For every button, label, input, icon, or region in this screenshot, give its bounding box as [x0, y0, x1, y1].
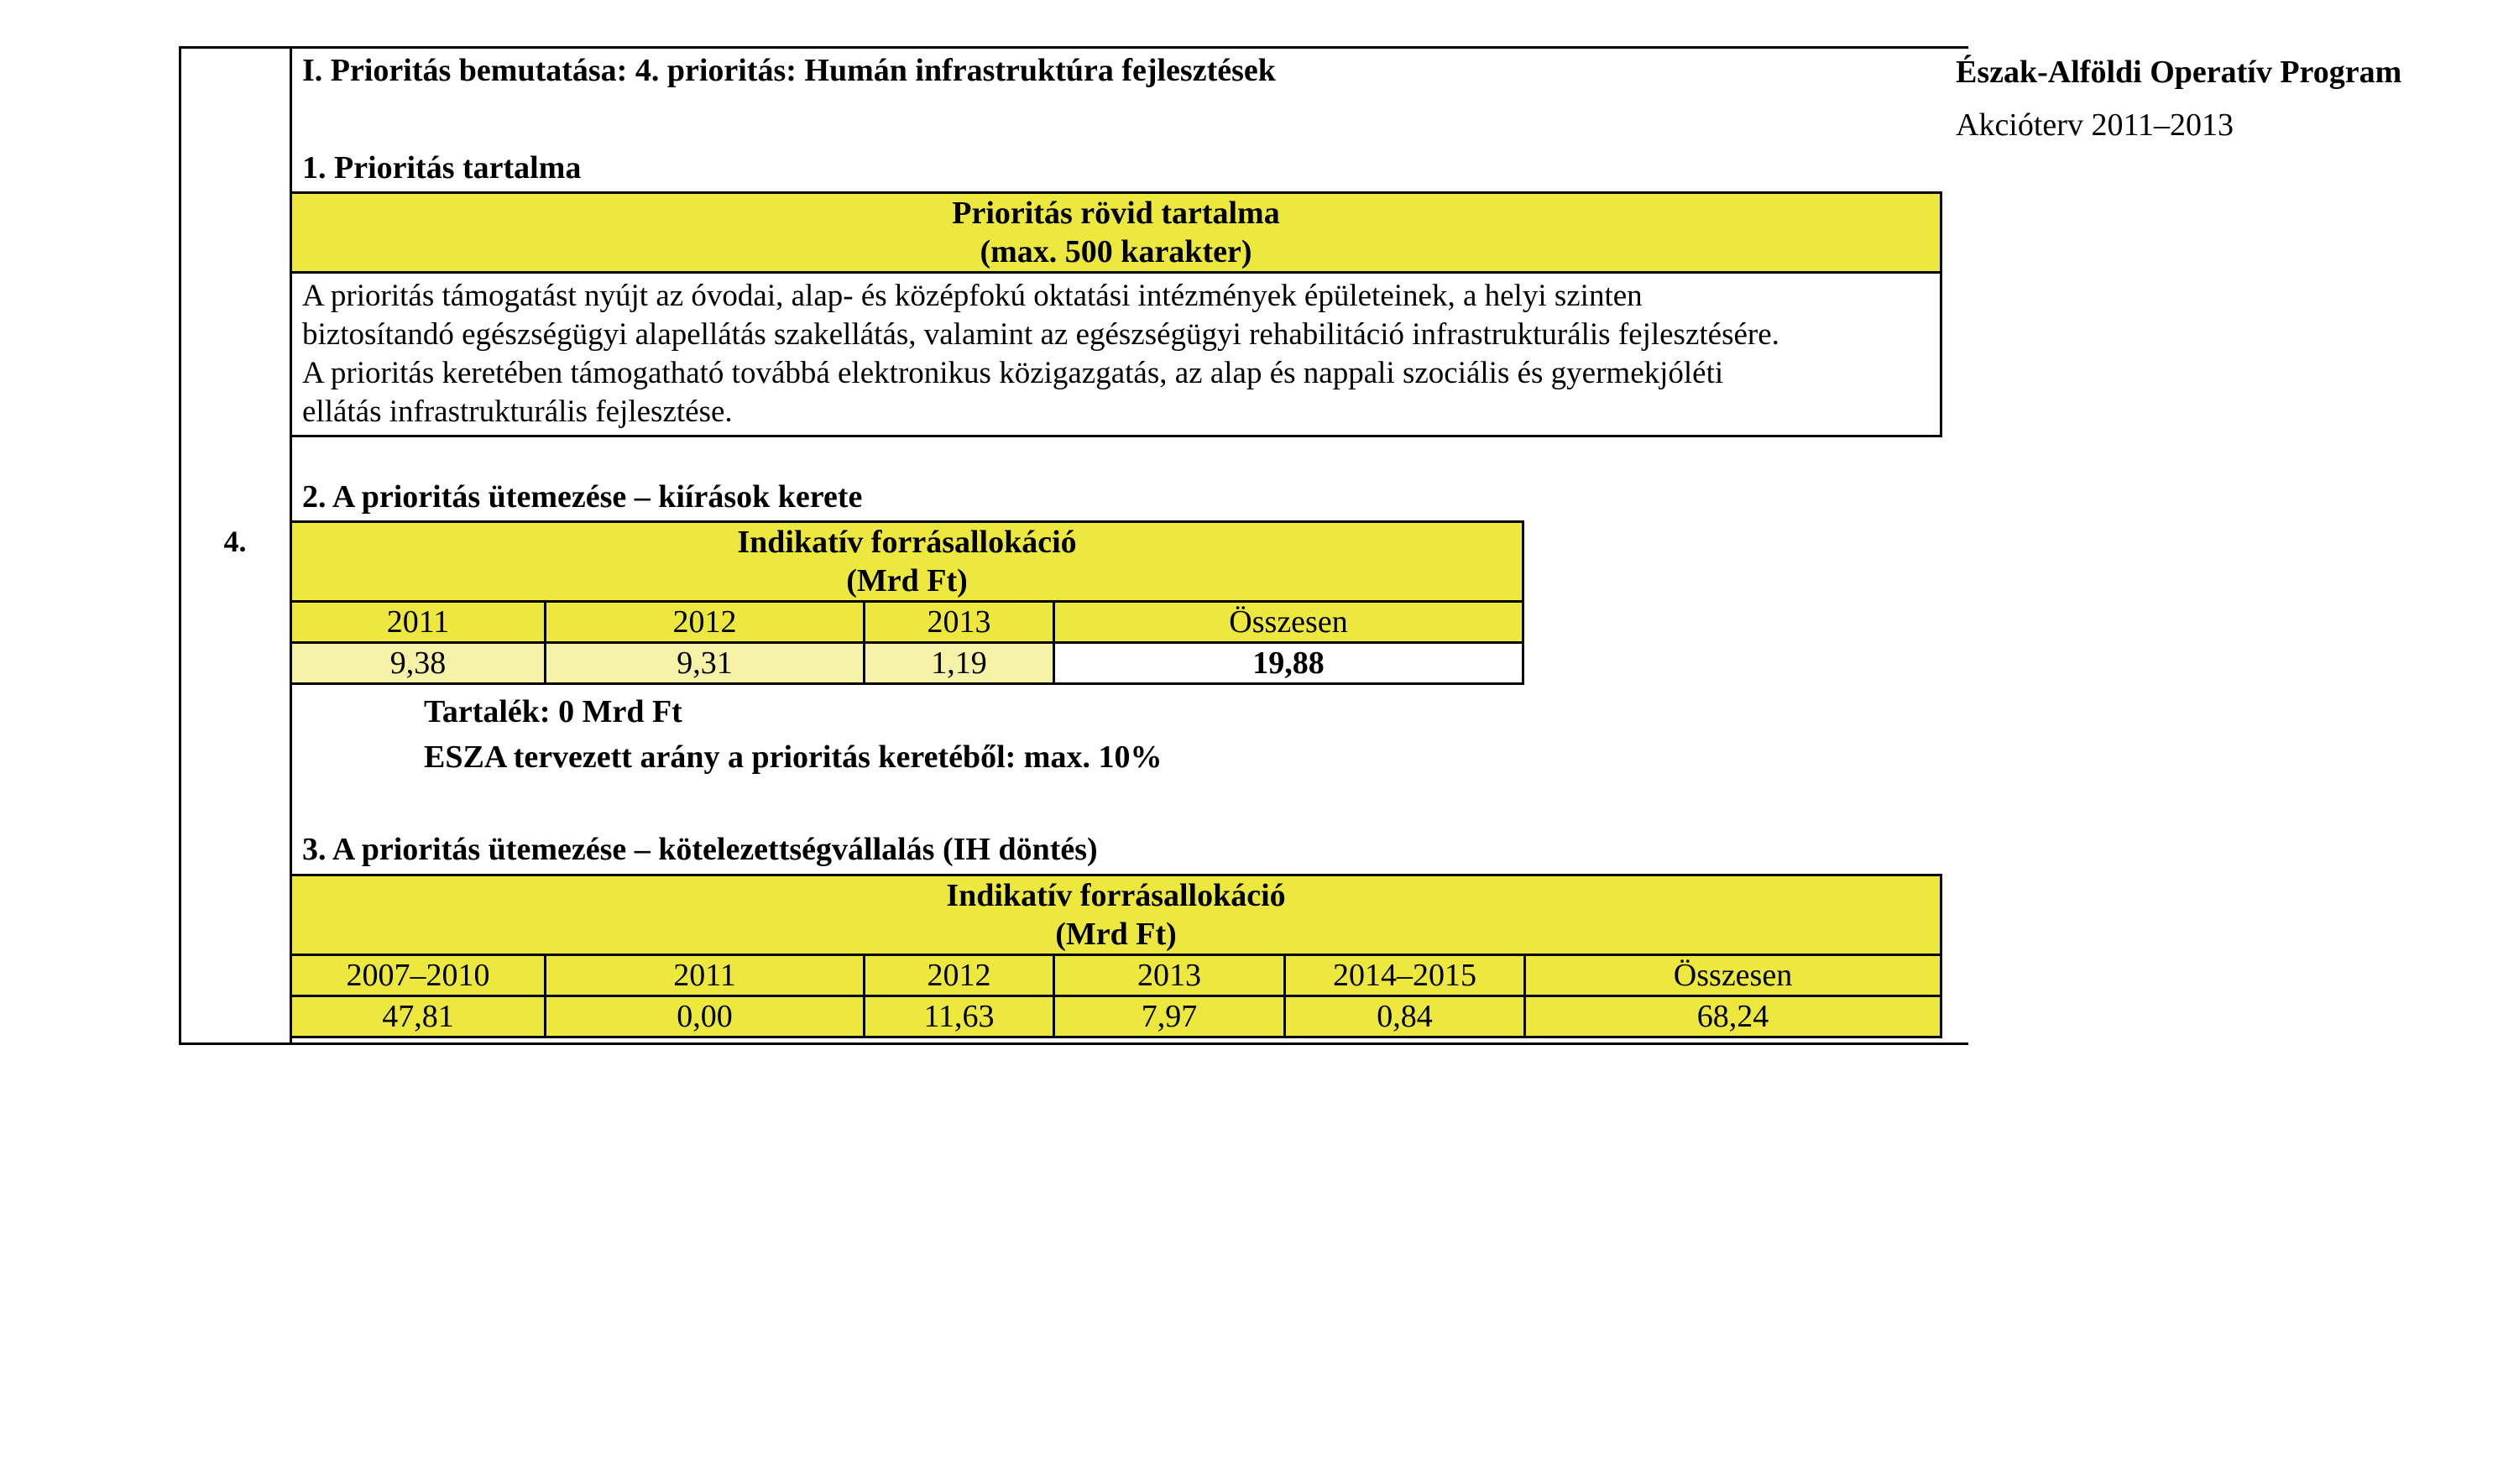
summary-box-title: Prioritás rövid tartalma — [952, 196, 1280, 231]
column-header: 2013 — [1054, 955, 1285, 996]
value-cell: 9,38 — [291, 643, 546, 684]
value-cell: 0,84 — [1285, 996, 1525, 1037]
column-header: 2012 — [546, 602, 865, 643]
summary-text-cell — [291, 273, 1941, 436]
commitment-table-header — [291, 875, 1941, 955]
summary-box-limit: (max. 500 karakter) — [980, 234, 1252, 269]
section2-heading: 2. A prioritás ütemezése – kiírások kerete — [302, 479, 863, 515]
total-value-cell: 68,24 — [1525, 996, 1941, 1037]
esza-note: ESZA tervezett arány a prioritás keretéből: max. 10% — [424, 739, 1163, 775]
summary-text-line: A prioritás támogatást nyújt az óvodai, alap- és középfokú oktatási intézmények épületeinek, a helyi szinten — [302, 279, 1643, 313]
content-summary-table — [290, 191, 1942, 437]
summary-text-line: ellátás infrastrukturális fejlesztése. — [302, 395, 733, 429]
value-cell: 9,31 — [546, 643, 865, 684]
commitment-table-unit: (Mrd Ft) — [1055, 917, 1177, 952]
call-allocation-table — [290, 520, 1524, 685]
call-table-unit: (Mrd Ft) — [846, 563, 968, 598]
plan-name: Akcióterv 2011–2013 — [1956, 107, 2234, 143]
summary-text-line: A prioritás keretében támogatható továbbá elektronikus közigazgatás, az alap és nappali szociális és gyermekjóléti — [302, 356, 1724, 390]
column-header: 2014–2015 — [1285, 955, 1525, 996]
value-cell: 11,63 — [865, 996, 1054, 1037]
column-header: Összesen — [1054, 602, 1523, 643]
column-header: 2007–2010 — [291, 955, 546, 996]
value-cell: 0,00 — [546, 996, 865, 1037]
section3-heading: 3. A prioritás ütemezése – kötelezettségvállalás (IH döntés) — [302, 832, 1098, 867]
call-table-title: Indikatív forrásallokáció — [737, 525, 1077, 560]
summary-text-line: biztosítandó egészségügyi alapellátás szakellátás, valamint az egészségügyi rehabilitáció infrastrukturális fejlesztésére. — [302, 317, 1779, 352]
commitment-allocation-table — [290, 874, 1942, 1038]
column-header: 2011 — [291, 602, 546, 643]
section1-heading: 1. Prioritás tartalma — [302, 150, 582, 186]
column-header: 2011 — [546, 955, 865, 996]
column-header: Összesen — [1525, 955, 1941, 996]
column-header: 2012 — [865, 955, 1054, 996]
program-name: Észak-Alföldi Operatív Program — [1956, 55, 2402, 90]
column-header: 2013 — [865, 602, 1054, 643]
value-cell: 1,19 — [865, 643, 1054, 684]
total-value-cell: 19,88 — [1054, 643, 1523, 684]
reserve-note: Tartalék: 0 Mrd Ft — [424, 694, 682, 729]
value-cell: 47,81 — [291, 996, 546, 1037]
summary-box-header — [291, 193, 1941, 273]
row-number: 4. — [223, 525, 247, 558]
section-title: I. Prioritás bemutatása: 4. prioritás: Humán infrastruktúra fejlesztések — [302, 53, 1276, 88]
value-cell: 7,97 — [1054, 996, 1285, 1037]
commitment-table-title: Indikatív forrásallokáció — [946, 878, 1286, 913]
call-table-header — [291, 522, 1523, 602]
